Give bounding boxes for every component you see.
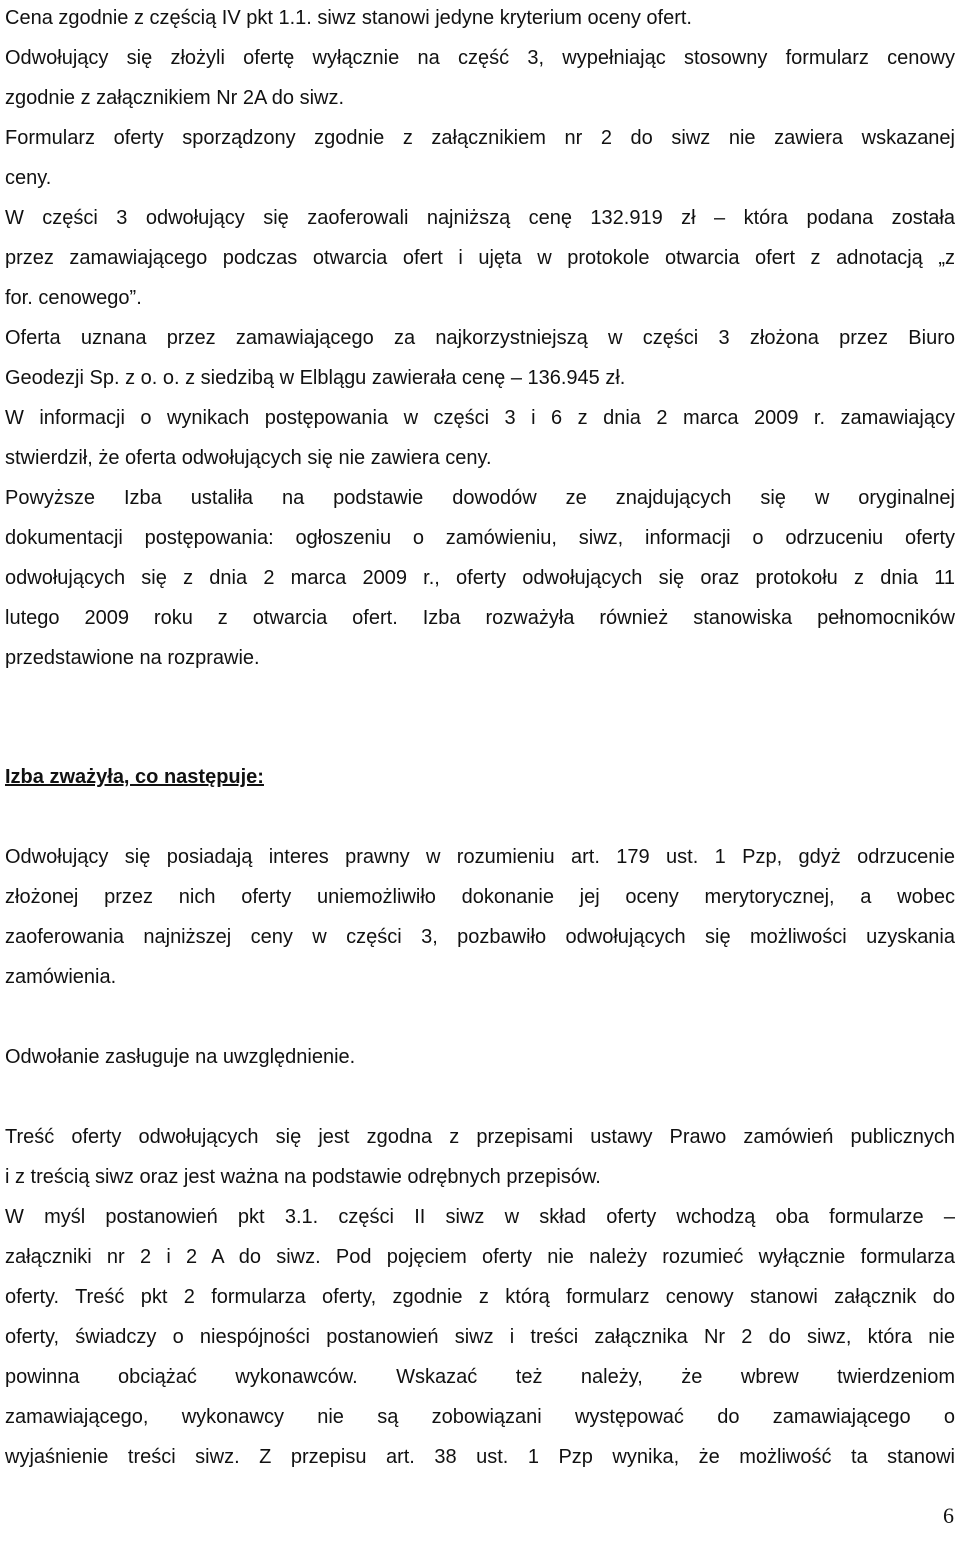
text-line: W myśl postanowień pkt 3.1. części II siwz w skład oferty wchodzą oba formularze – [5, 1206, 955, 1228]
text-line: przedstawione na rozprawie. [5, 647, 260, 669]
text-line: odwołujących się z dnia 2 marca 2009 r., oferty odwołujących się oraz protokołu z dnia 11 [5, 567, 955, 589]
text-line: Treść oferty odwołujących się jest zgodna z przepisami ustawy Prawo zamówień publicznych [5, 1126, 955, 1148]
text-line: Odwołujący się złożyli ofertę wyłącznie na część 3, wypełniając stosowny formularz cenowy [5, 47, 955, 69]
text-line: i z treścią siwz oraz jest ważna na podstawie odrębnych przepisów. [5, 1166, 601, 1188]
section-heading: Izba zważyła, co następuje: [5, 766, 264, 788]
text-line: załączniki nr 2 i 2 A do siwz. Pod pojęciem oferty nie należy rozumieć wyłącznie formularza [5, 1246, 955, 1268]
text-line: Geodezji Sp. z o. o. z siedzibą w Elblągu zawierała cenę – 136.945 zł. [5, 367, 626, 389]
text-line: złożonej przez nich oferty uniemożliwiło dokonanie jej oceny merytorycznej, a wobec [5, 886, 955, 908]
text-line: Cena zgodnie z częścią IV pkt 1.1. siwz stanowi jedyne kryterium oceny ofert. [5, 7, 692, 29]
text-line: oferty, świadczy o niespójności postanowień siwz i treści załącznika Nr 2 do siwz, która nie [5, 1326, 955, 1348]
text-line: ceny. [5, 167, 52, 189]
text-line: dokumentacji postępowania: ogłoszeniu o zamówieniu, siwz, informacji o odrzuceniu oferty [5, 527, 955, 549]
page-number: 6 [943, 1503, 954, 1528]
text-line: zgodnie z załącznikiem Nr 2A do siwz. [5, 87, 345, 109]
text-line: zamawiającego, wykonawcy nie są zobowiązani występować do zamawiającego o [5, 1406, 955, 1428]
text-line: lutego 2009 roku z otwarcia ofert. Izba rozważyła również stanowiska pełnomocników [5, 607, 955, 629]
text-line: zaoferowania najniższej ceny w części 3, pozbawiło odwołujących się możliwości uzyskania [5, 926, 955, 948]
text-line: W części 3 odwołujący się zaoferowali najniższą cenę 132.919 zł – która podana została [5, 207, 955, 229]
text-line: Powyższe Izba ustaliła na podstawie dowodów ze znajdujących się w oryginalnej [5, 487, 955, 509]
text-line: for. cenowego”. [5, 287, 142, 309]
text-line: Oferta uznana przez zamawiającego za najkorzystniejszą w części 3 złożona przez Biuro [5, 327, 955, 349]
text-line: wyjaśnienie treści siwz. Z przepisu art. 38 ust. 1 Pzp wynika, że możliwość ta stanowi [5, 1446, 955, 1468]
text-line: Formularz oferty sporządzony zgodnie z załącznikiem nr 2 do siwz nie zawiera wskazanej [5, 127, 955, 149]
text-line: oferty. Treść pkt 2 formularza oferty, zgodnie z którą formularz cenowy stanowi załącznik do [5, 1286, 955, 1308]
text-line: Odwołanie zasługuje na uwzględnienie. [5, 1046, 356, 1068]
text-line: stwierdził, że oferta odwołujących się nie zawiera ceny. [5, 447, 492, 469]
text-line: zamówienia. [5, 966, 117, 988]
text-line: powinna obciążać wykonawców. Wskazać też należy, że wbrew twierdzeniom [5, 1366, 955, 1388]
text-line: przez zamawiającego podczas otwarcia ofert i ujęta w protokole otwarcia ofert z adnotacją „z [5, 247, 955, 269]
text-line: Odwołujący się posiadają interes prawny w rozumieniu art. 179 ust. 1 Pzp, gdyż odrzucenie [5, 846, 955, 868]
text-line: W informacji o wynikach postępowania w części 3 i 6 z dnia 2 marca 2009 r. zamawiający [5, 407, 955, 429]
